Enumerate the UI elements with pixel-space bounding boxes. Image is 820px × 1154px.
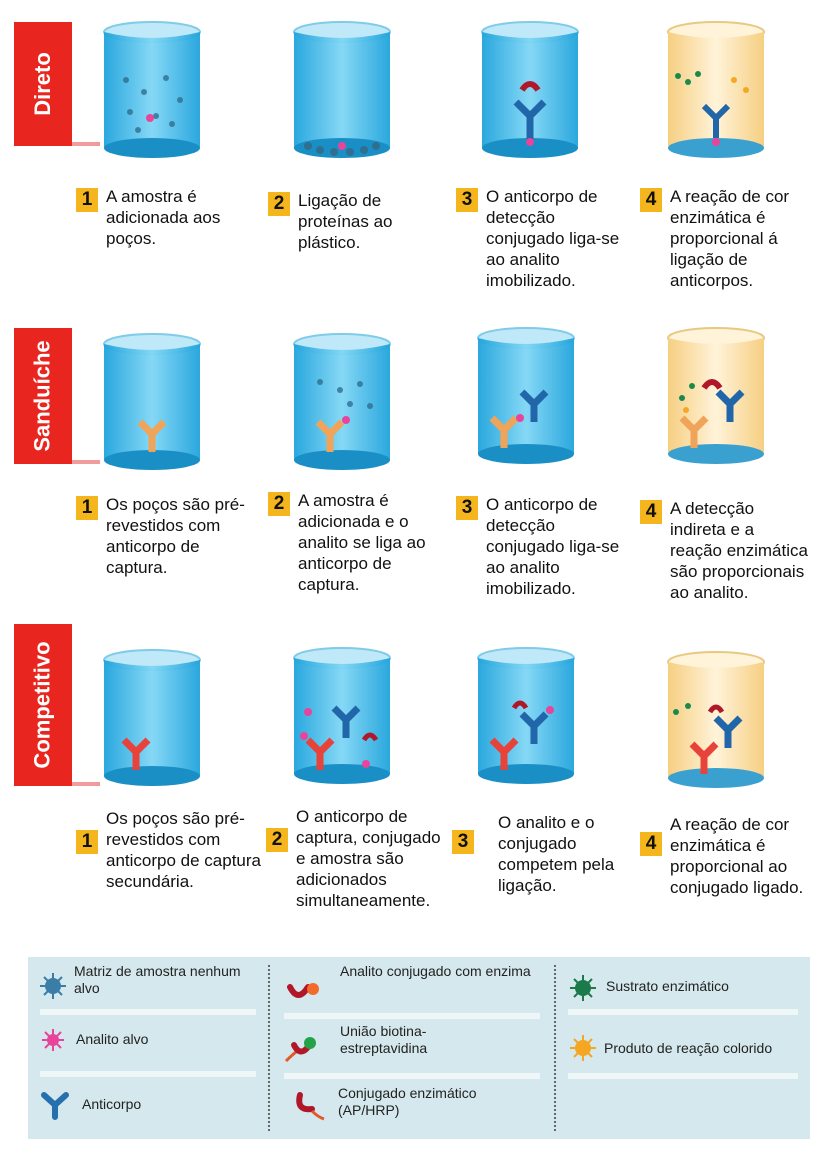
legend-separator — [568, 1073, 798, 1079]
beaker-direto-2 — [290, 20, 394, 162]
step-description: O analito e o conjugado competem pela ligação. — [498, 813, 615, 895]
legend-divider — [268, 965, 270, 1131]
enzyme-conjugate-icon — [292, 1089, 326, 1123]
step-number-badge: 3 — [456, 188, 478, 212]
step-number-badge: 1 — [76, 830, 98, 854]
beaker-sanduiche-2 — [290, 332, 394, 474]
step-description: O anticorpo de detecção conjugado liga-se ao analito imobilizado. — [486, 187, 620, 290]
antibody-icon — [38, 1087, 72, 1121]
step-number-badge: 4 — [640, 832, 662, 856]
legend-label-conjugated-analyte: Analito conjugado com enzima — [340, 963, 531, 979]
legend-separator — [284, 1073, 540, 1079]
conjugated-analyte-icon — [286, 973, 320, 1007]
step-number-badge: 4 — [640, 188, 662, 212]
substrate-molecule-icon — [566, 971, 600, 1005]
matrix-molecule-icon — [36, 969, 70, 1003]
section-connector — [72, 782, 100, 786]
step-description: O anticorpo de captura, conjugado e amostra são adicionados simultaneamente. — [296, 807, 441, 910]
step-number-badge: 2 — [268, 492, 290, 516]
step-description: A amostra é adicionada aos poços. — [106, 187, 221, 248]
beaker-direto-1 — [100, 20, 204, 162]
step-description: A reação de cor enzimática é proporcional ao conjugado ligado. — [670, 815, 804, 897]
step-number-badge: 2 — [268, 192, 290, 216]
legend-divider — [554, 965, 556, 1131]
beaker-sanduiche-3 — [474, 326, 578, 468]
legend-label-biotin: União biotina-estreptavidina — [340, 1023, 428, 1056]
legend-label-analyte: Analito alvo — [76, 1031, 149, 1047]
legend-label-antibody: Anticorpo — [82, 1096, 142, 1112]
colored-product-icon — [566, 1031, 600, 1065]
legend-label-substrate: Sustrato enzimático — [606, 978, 729, 994]
legend-label-product: Produto de reação colorido — [604, 1040, 773, 1056]
legend-separator — [568, 1009, 798, 1015]
step-number-badge: 4 — [640, 500, 662, 524]
beaker-sanduiche-1 — [100, 332, 204, 474]
beaker-direto-4 — [664, 20, 768, 162]
legend-separator — [40, 1009, 256, 1015]
legend-label-enzyme-conjugate: Conjugado enzimático (AP/HRP) — [338, 1085, 477, 1118]
beaker-sanduiche-4 — [664, 326, 768, 468]
step-description: A reação de cor enzimática é proporcional á ligação de anticorpos. — [670, 187, 790, 290]
analyte-molecule-icon — [36, 1023, 70, 1057]
step-description: Os poços são pré-revestidos com anticorpo de captura secundária. — [106, 809, 261, 891]
step-number-badge: 2 — [266, 828, 288, 852]
step-description: A detecção indireta e a reação enzimática são proporcionais ao analito. — [670, 499, 808, 602]
beaker-competitivo-4 — [664, 650, 768, 792]
step-number-badge: 1 — [76, 188, 98, 212]
beaker-competitivo-2 — [290, 646, 394, 788]
step-description: A amostra é adicionada e o analito se liga ao anticorpo de captura. — [298, 491, 426, 594]
section-connector — [72, 142, 100, 146]
biotin-streptavidin-icon — [284, 1031, 318, 1065]
step-number-badge: 3 — [456, 496, 478, 520]
step-description: Os poços são pré-revestidos com anticorpo de captura. — [106, 495, 245, 577]
step-number-badge: 1 — [76, 496, 98, 520]
legend-separator — [284, 1013, 540, 1019]
beaker-direto-3 — [478, 20, 582, 162]
legend-label-matrix: Matriz de amostra nenhum alvo — [74, 963, 241, 996]
step-number-badge: 3 — [452, 830, 474, 854]
section-connector — [72, 460, 100, 464]
beaker-competitivo-1 — [100, 648, 204, 790]
legend-separator — [40, 1071, 256, 1077]
legend-panel — [28, 957, 810, 1139]
section-label-competitivo: Competitivo — [14, 624, 72, 786]
section-label-sanduiche: Sanduíche — [14, 328, 72, 464]
beaker-competitivo-3 — [474, 646, 578, 788]
step-description: Ligação de proteínas ao plástico. — [298, 191, 393, 252]
step-description: O anticorpo de detecção conjugado liga-se ao analito imobilizado. — [486, 495, 620, 598]
section-label-direto: Direto — [14, 22, 72, 146]
